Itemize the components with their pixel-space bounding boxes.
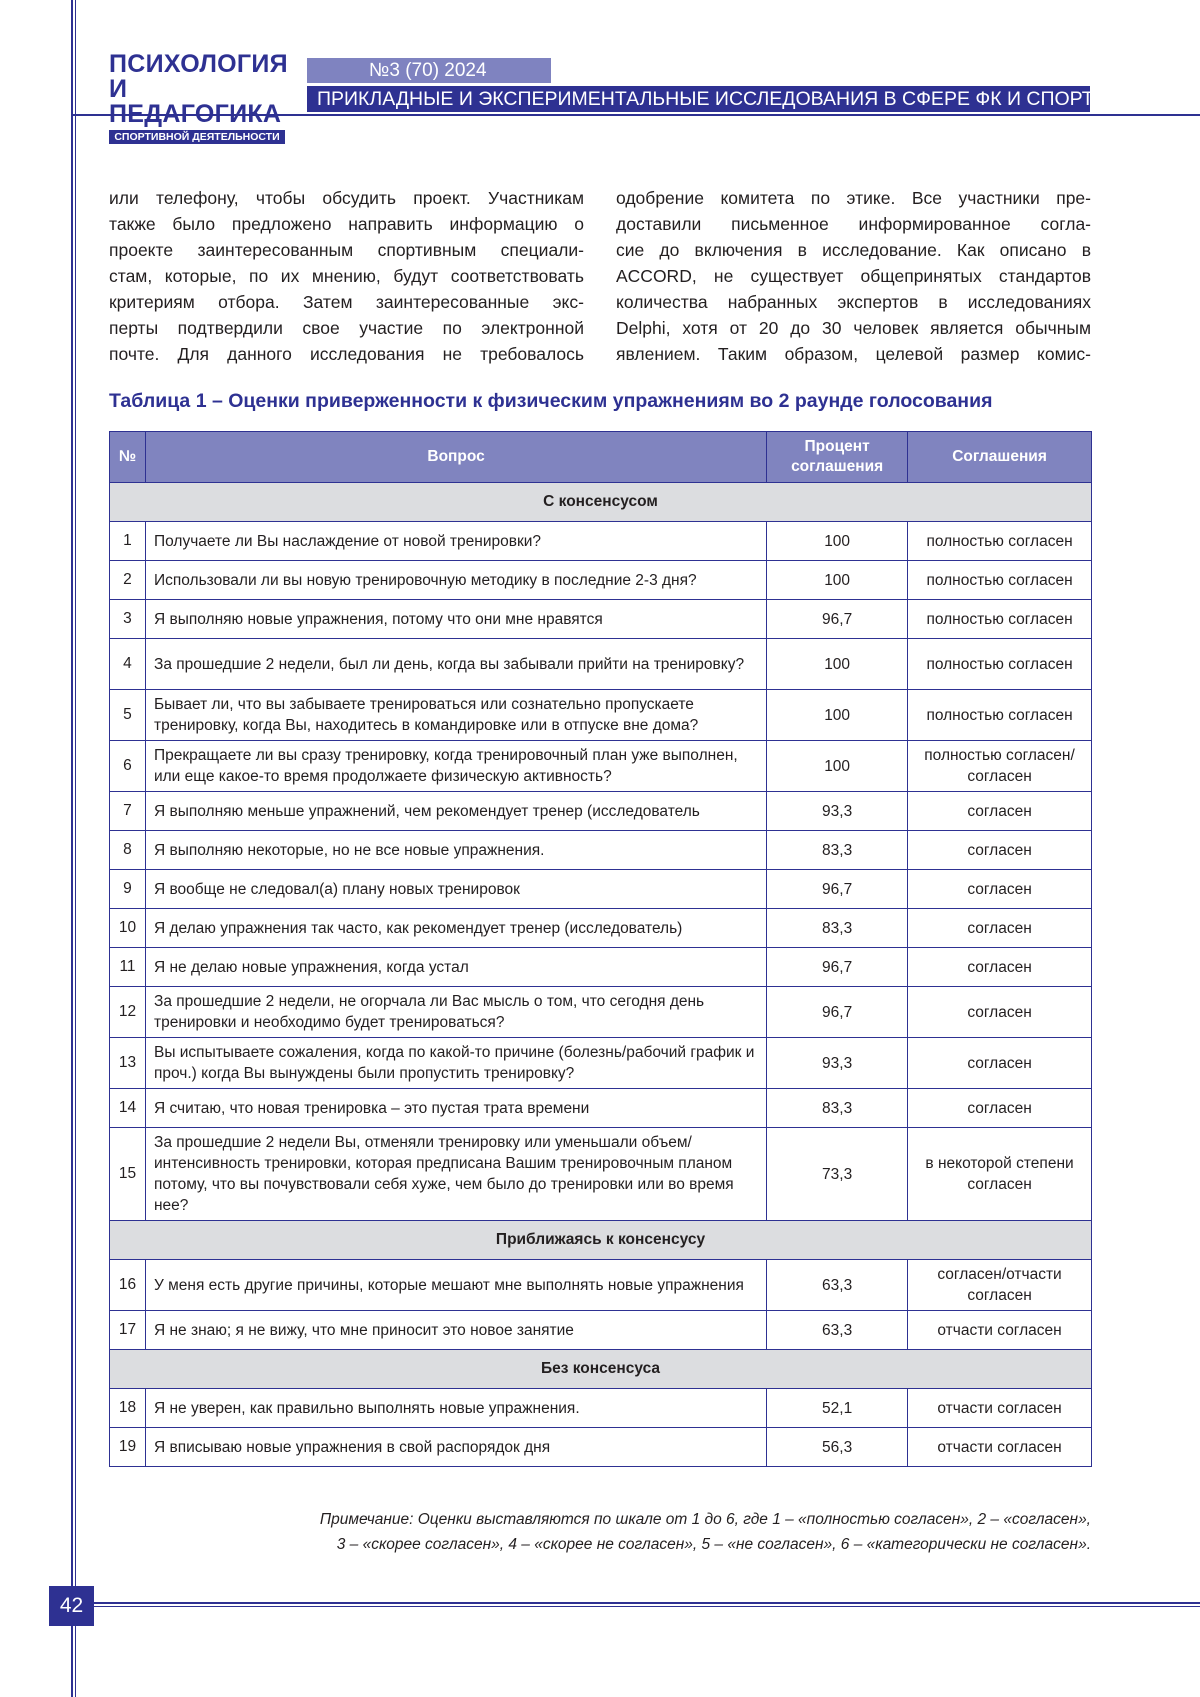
- page-number: 42: [49, 1586, 94, 1626]
- row-number: 10: [110, 909, 146, 948]
- header-percent: Процент соглашения: [767, 432, 908, 483]
- table-row: [110, 561, 1092, 600]
- row-agreement: отчасти согласен: [908, 1428, 1092, 1467]
- row-agreement: согласен: [908, 792, 1092, 831]
- table-caption: Таблица 1 – Оценки приверженности к физическим упражнениям во 2 раунде голосования: [109, 390, 993, 412]
- row-number: 3: [110, 600, 146, 639]
- footer-rule: [71, 1602, 1200, 1604]
- row-percent: 63,3: [767, 1260, 908, 1311]
- row-question: Я считаю, что новая тренировка – это пустая трата времени: [145, 1089, 766, 1128]
- row-number: 11: [110, 948, 146, 987]
- row-agreement: полностью согласен: [908, 690, 1092, 741]
- row-agreement: согласен: [908, 1089, 1092, 1128]
- note-line: Примечание: Оценки выставляются по шкале от 1 до 6, где 1 – «полностью согласен», 2 – «согласен»,: [319, 1511, 1091, 1528]
- row-number: 15: [110, 1128, 146, 1221]
- section-title: ПРИКЛАДНЫЕ И ЭКСПЕРИМЕНТАЛЬНЫЕ ИССЛЕДОВАНИЯ В СФЕРЕ ФК И СПОРТА: [307, 86, 1090, 112]
- row-question: Я выполняю новые упражнения, потому что они мне нравятся: [145, 600, 766, 639]
- table-row: [110, 1428, 1092, 1467]
- row-number: 2: [110, 561, 146, 600]
- issue-label: №3 (70) 2024: [307, 58, 551, 83]
- row-question: Я вписываю новые упражнения в свой распорядок дня: [145, 1428, 766, 1467]
- row-percent: 96,7: [767, 600, 908, 639]
- row-agreement: полностью согласен: [908, 639, 1092, 690]
- row-question: У меня есть другие причины, которые мешают мне выполнять новые упражнения: [145, 1260, 766, 1311]
- row-agreement: согласен: [908, 948, 1092, 987]
- row-number: 12: [110, 987, 146, 1038]
- text-line: перты подтвердили свое участие по электронной: [109, 318, 584, 338]
- text-line: явлением. Таким образом, целевой размер комис-: [616, 344, 1091, 364]
- table-row: [110, 1260, 1092, 1311]
- row-percent: 100: [767, 522, 908, 561]
- row-question: За прошедшие 2 недели Вы, отменяли тренировку или уменьшали объем/ интенсивность тренировки, которая предписана Вашим тренировочным планом потому, что вы почувствовали себя хуже, чем было до тренировки или во время нее?: [145, 1128, 766, 1221]
- table-row: [110, 741, 1092, 792]
- row-question: Использовали ли вы новую тренировочную методику в последние 2-3 дня?: [145, 561, 766, 600]
- row-percent: 96,7: [767, 870, 908, 909]
- table-row: [110, 1311, 1092, 1350]
- row-number: 14: [110, 1089, 146, 1128]
- row-percent: 93,3: [767, 792, 908, 831]
- group-row: [110, 483, 1092, 522]
- row-number: 16: [110, 1260, 146, 1311]
- row-percent: 96,7: [767, 948, 908, 987]
- journal-title-line1: ПСИХОЛОГИЯ: [109, 50, 288, 78]
- row-number: 6: [110, 741, 146, 792]
- group-label: С консенсусом: [110, 483, 1092, 522]
- row-percent: 100: [767, 690, 908, 741]
- text-line: стам, которые, по их мнению, будут соответствовать: [109, 266, 584, 286]
- row-agreement: отчасти согласен: [908, 1311, 1092, 1350]
- row-number: 9: [110, 870, 146, 909]
- body-column-left: [109, 185, 584, 367]
- row-question: Получаете ли Вы наслаждение от новой тренировки?: [145, 522, 766, 561]
- text-line: проекте заинтересованным спортивным специали-: [109, 240, 584, 260]
- row-agreement: полностью согласен: [908, 600, 1092, 639]
- left-border-line: [71, 0, 73, 1697]
- group-row: [110, 1221, 1092, 1260]
- row-agreement: полностью согласен: [908, 561, 1092, 600]
- footer-rule-thin: [71, 1606, 1200, 1607]
- table-header-row: [110, 432, 1092, 483]
- text-line: критериям отбора. Затем заинтересованные экс-: [109, 292, 584, 312]
- row-question: Я не знаю; я не вижу, что мне приносит это новое занятие: [145, 1311, 766, 1350]
- row-question: Я выполняю некоторые, но не все новые упражнения.: [145, 831, 766, 870]
- row-percent: 83,3: [767, 1089, 908, 1128]
- row-number: 4: [110, 639, 146, 690]
- row-number: 5: [110, 690, 146, 741]
- table-row: [110, 600, 1092, 639]
- row-question: Вы испытываете сожаления, когда по какой-то причине (болезнь/рабочий график и проч.) когда Вы вынуждены были пропустить тренировку?: [145, 1038, 766, 1089]
- table-row: [110, 948, 1092, 987]
- table-row: [110, 1089, 1092, 1128]
- row-question: Я вообще не следовал(а) плану новых тренировок: [145, 870, 766, 909]
- group-label: Приближаясь к консенсусу: [110, 1221, 1092, 1260]
- row-percent: 63,3: [767, 1311, 908, 1350]
- row-agreement: в некоторой степени согласен: [908, 1128, 1092, 1221]
- row-agreement: согласен: [908, 1038, 1092, 1089]
- text-line: количества набранных экспертов в исследованиях: [616, 292, 1091, 312]
- header-num: №: [110, 432, 146, 483]
- table-row: [110, 1389, 1092, 1428]
- table-row: [110, 987, 1092, 1038]
- group-row: [110, 1350, 1092, 1389]
- row-number: 13: [110, 1038, 146, 1089]
- row-percent: 73,3: [767, 1128, 908, 1221]
- row-question: Я делаю упражнения так часто, как рекомендует тренер (исследователь): [145, 909, 766, 948]
- row-question: Я не уверен, как правильно выполнять новые упражнения.: [145, 1389, 766, 1428]
- text-line: сие до включения в исследование. Как описано в: [616, 240, 1091, 260]
- text-line: Delphi, хотя от 20 до 30 человек является обычным: [616, 318, 1091, 338]
- row-agreement: согласен: [908, 831, 1092, 870]
- row-agreement: согласен: [908, 909, 1092, 948]
- journal-title-line2: И ПЕДАГОГИКА: [109, 75, 282, 128]
- body-column-right: [616, 185, 1091, 367]
- row-question: Я не делаю новые упражнения, когда устал: [145, 948, 766, 987]
- text-line: или телефону, чтобы обсудить проект. Участникам: [109, 188, 584, 208]
- row-percent: 100: [767, 561, 908, 600]
- table-row: [110, 639, 1092, 690]
- table-note: [320, 1507, 1091, 1557]
- row-number: 7: [110, 792, 146, 831]
- left-border-line-thin: [75, 0, 76, 1697]
- text-line: также было предложено направить информацию о: [109, 214, 584, 234]
- row-number: 19: [110, 1428, 146, 1467]
- table-body: [110, 483, 1092, 1467]
- row-agreement: согласен: [908, 987, 1092, 1038]
- row-percent: 83,3: [767, 831, 908, 870]
- header-question: Вопрос: [145, 432, 766, 483]
- row-percent: 100: [767, 741, 908, 792]
- table-row: [110, 792, 1092, 831]
- row-agreement: согласен/отчасти согласен: [908, 1260, 1092, 1311]
- text-line: почте. Для данного исследования не требовалось: [109, 344, 584, 364]
- row-percent: 96,7: [767, 987, 908, 1038]
- table-row: [110, 870, 1092, 909]
- row-agreement: полностью согласен: [908, 522, 1092, 561]
- row-number: 8: [110, 831, 146, 870]
- row-percent: 56,3: [767, 1428, 908, 1467]
- journal-title-line3: СПОРТИВНОЙ ДЕЯТЕЛЬНОСТИ: [109, 130, 285, 144]
- row-percent: 52,1: [767, 1389, 908, 1428]
- table-row: [110, 909, 1092, 948]
- row-question: За прошедшие 2 недели, не огорчала ли Вас мысль о том, что сегодня день тренировки и необходимо будет тренироваться?: [145, 987, 766, 1038]
- row-percent: 100: [767, 639, 908, 690]
- table-row: [110, 522, 1092, 561]
- table-row: [110, 690, 1092, 741]
- row-number: 1: [110, 522, 146, 561]
- table-row: [110, 831, 1092, 870]
- text-line: одобрение комитета по этике. Все участники пре-: [616, 188, 1091, 208]
- table-row: [110, 1038, 1092, 1089]
- row-percent: 93,3: [767, 1038, 908, 1089]
- row-question: Я выполняю меньше упражнений, чем рекомендует тренер (исследователь: [145, 792, 766, 831]
- row-question: Прекращаете ли вы сразу тренировку, когда тренировочный план уже выполнен, или еще какое-то время продолжаете физическую активность?: [145, 741, 766, 792]
- results-table: [109, 431, 1092, 1467]
- note-line: 3 – «скорее согласен», 4 – «скорее не согласен», 5 – «не согласен», 6 – «категорически не согласен».: [336, 1536, 1091, 1553]
- journal-logo: [109, 52, 291, 145]
- header-agreement: Соглашения: [908, 432, 1092, 483]
- row-question: Бывает ли, что вы забываете тренироваться или сознательно пропускаете тренировку, когда Вы, находитесь в командировке или в отпуске вне дома?: [145, 690, 766, 741]
- row-question: За прошедшие 2 недели, был ли день, когда вы забывали прийти на тренировку?: [145, 639, 766, 690]
- row-agreement: согласен: [908, 870, 1092, 909]
- row-agreement: отчасти согласен: [908, 1389, 1092, 1428]
- text-line: ACCORD, не существует общепринятых стандартов: [616, 266, 1091, 286]
- row-percent: 83,3: [767, 909, 908, 948]
- row-number: 17: [110, 1311, 146, 1350]
- row-agreement: полностью согласен/ согласен: [908, 741, 1092, 792]
- group-label: Без консенсуса: [110, 1350, 1092, 1389]
- table-row: [110, 1128, 1092, 1221]
- row-number: 18: [110, 1389, 146, 1428]
- text-line: доставили письменное информированное согла-: [616, 214, 1091, 234]
